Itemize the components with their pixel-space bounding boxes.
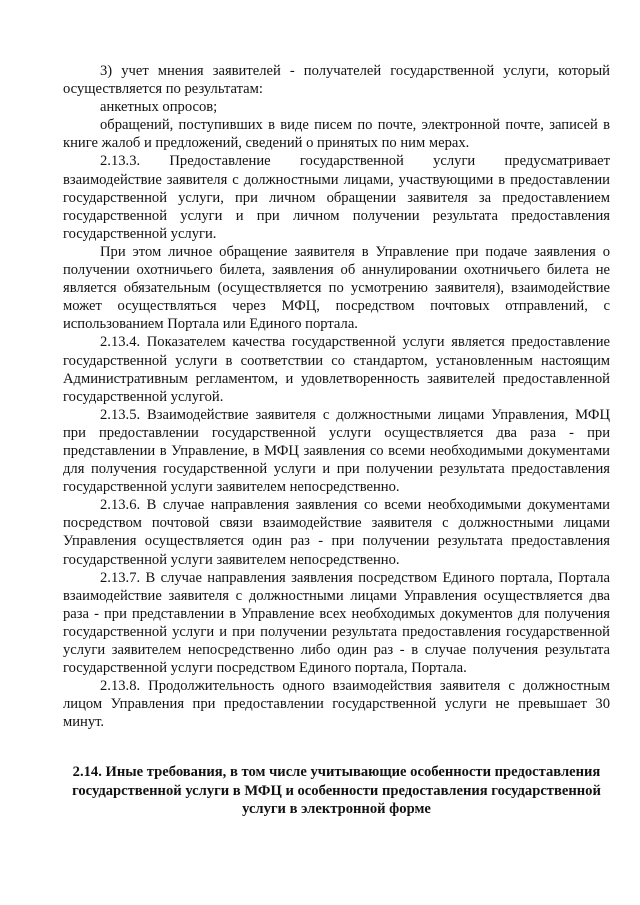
paragraph-2-13-8: 2.13.8. Продолжительность одного взаимодействия заявителя с должностным лицом Управления при предоставлении государственной услуги не превышает 30 минут.	[63, 678, 610, 731]
paragraph-2-13-7: 2.13.7. В случае направления заявления посредством Единого портала, Портала взаимодействие заявителя с должностными лицами Управления осуществляется два раза - при представлении в Управление всех необходимых документов для получения государственной услуги и при получении результата предоставления государственной услуги заявителем непосредственно либо один раз - в случае получения результата государственной услуги посредством Единого портала, Портала.	[63, 569, 610, 677]
paragraph-feedback-intro: 3) учет мнения заявителей - получателей государственной услуги, который осуществляется по результатам:	[63, 63, 610, 98]
document-body	[63, 62, 610, 819]
paragraph-2-13-3: 2.13.3. Предоставление государственной услуги предусматривает взаимодействие заявителя с должностными лицами, участвующими в предоставлении государственной услуги, при личном обращении заявителя за предоставлением государственной услуги и при личном получении результата предоставления государственной услуги.	[63, 153, 610, 242]
paragraph-2-13-5: 2.13.5. Взаимодействие заявителя с должностными лицами Управления, МФЦ при предоставлении государственной услуги осуществляется два раза - при представлении в Управление, в МФЦ заявления со всеми необходимыми документами для получения государственной услуги и при получении результата предоставления государственной услуги заявителем непосредственно.	[63, 406, 610, 496]
paragraph-surveys: анкетных опросов;	[100, 99, 218, 116]
paragraph-2-13-4: 2.13.4. Показателем качества государственной услуги является предоставление государственной услуги в соответствии со стандартом, установленным настоящим Административным регламентом, и удовлетворенность заявителей предоставленной государственной услугой.	[63, 334, 610, 405]
paragraph-2-13-6: 2.13.6. В случае направления заявления со всеми необходимыми документами посредством почтовой связи взаимодействие заявителя с должностными лицами Управления осуществляется один раз - при получении результата предоставления государственной услуги заявителем непосредственно.	[63, 497, 610, 568]
paragraph-personal-appeal: При этом личное обращение заявителя в Управление при подаче заявления о получении охотничьего билета, заявления об аннулировании охотничьего билета не является обязательным (осуществляется по усмотрению заявителя), взаимодействие может осуществляться через МФЦ, посредством почтовых отправлений, с использованием Портала или Единого портала.	[63, 243, 610, 333]
section-heading-2-14: 2.14. Иные требования, в том числе учитывающие особенности предоставления государственной услуги в МФЦ и особенности предоставления государственной услуги в электронной форме	[72, 764, 601, 818]
paragraph-appeals: обращений, поступивших в виде писем по почте, электронной почте, записей в книге жалоб и предложений, сведений о принятых по ним мерах.	[63, 117, 610, 152]
